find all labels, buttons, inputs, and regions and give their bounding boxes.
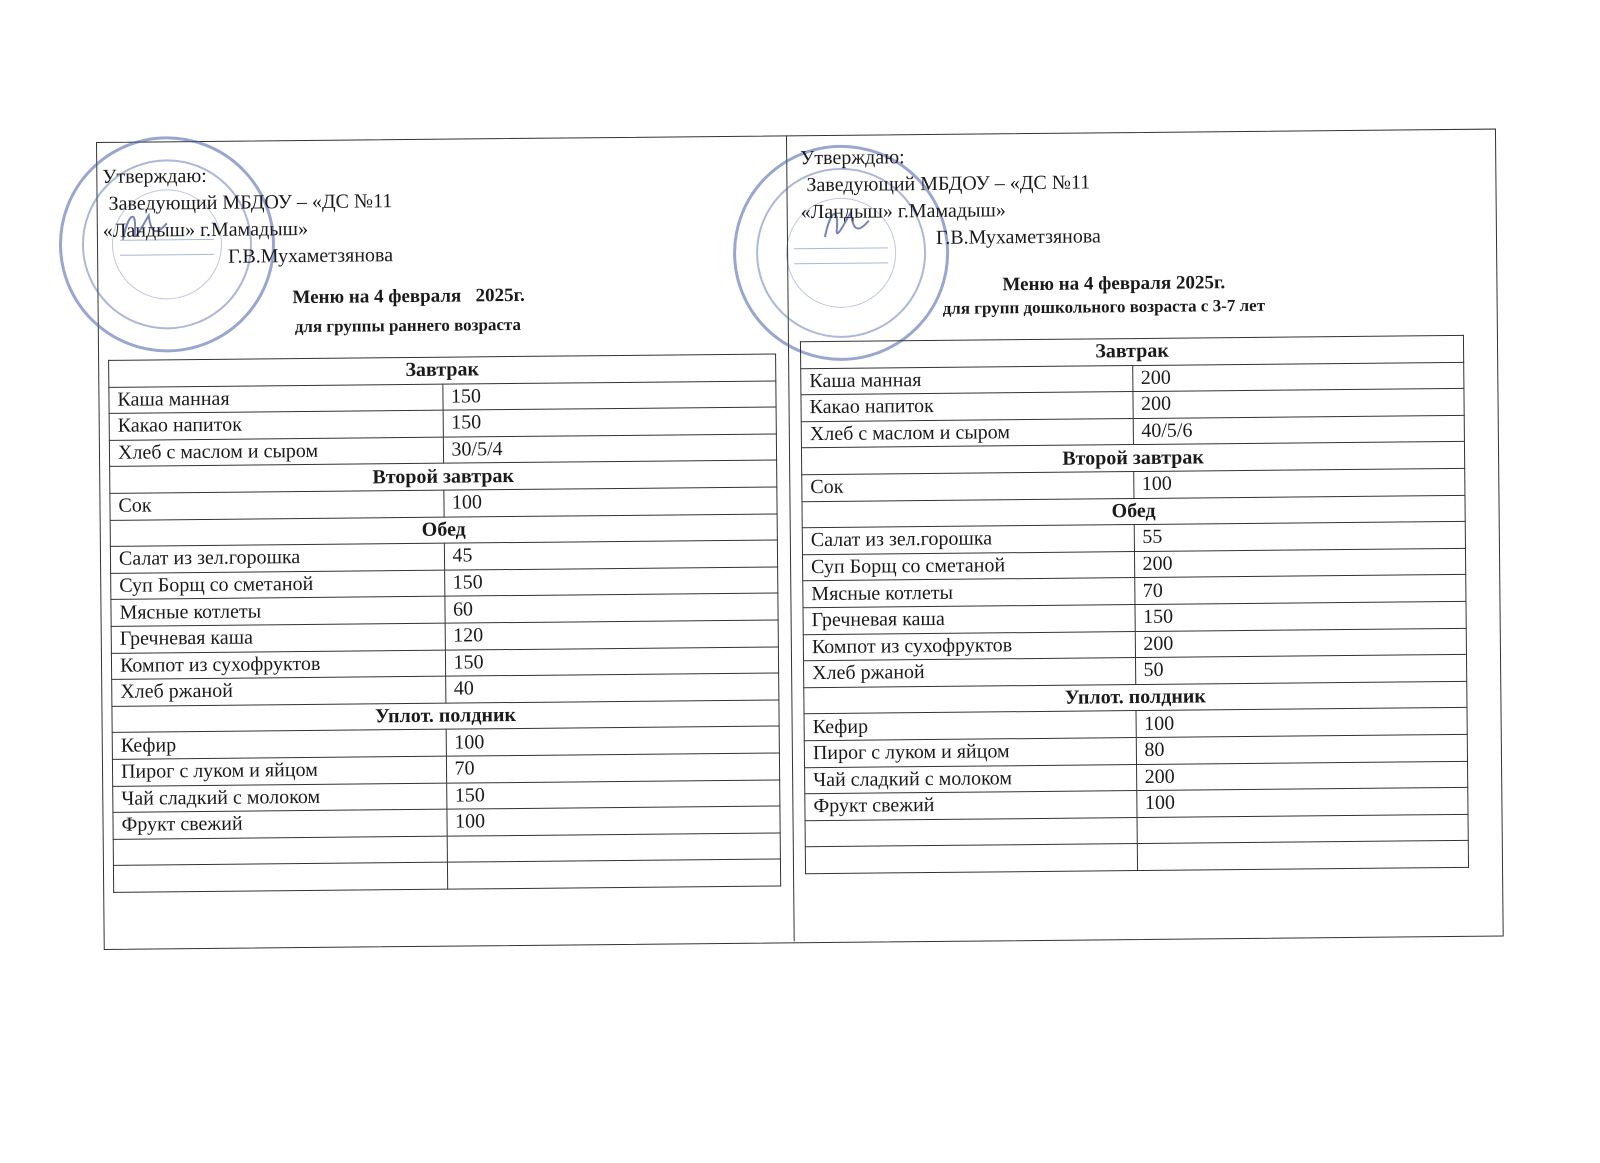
panel-preschool [786, 129, 1484, 942]
dish-name: Кефир [804, 711, 1136, 741]
dish-amount: 200 [1136, 761, 1468, 791]
dish-name: Сок [802, 472, 1134, 502]
section-heading: Уплот. полдник [112, 700, 779, 733]
menu-subtitle: для группы раннего возраста [294, 314, 522, 337]
menu-table [108, 353, 781, 892]
dish-name: Компот из сухофруктов [803, 631, 1135, 661]
dish-amount: 150 [443, 407, 777, 437]
dish-row [113, 859, 780, 892]
dish-name: Хлеб ржаной [804, 658, 1136, 688]
section-heading: Уплот. полдник [804, 681, 1467, 714]
menu-title: Меню на 4 февраля 2025г. [292, 284, 525, 309]
section-heading: Завтрак [109, 354, 776, 387]
dish-amount: 200 [1132, 389, 1464, 419]
approve-organization: «Ландыш» г.Мамадыш» [800, 199, 1006, 224]
section-heading: Второй завтрак [801, 442, 1464, 475]
approve-position: Заведующий МБДОУ – «ДС №11 [806, 171, 1091, 197]
dish-name: Салат из зел.горошка [110, 543, 444, 573]
dish-row [805, 841, 1468, 874]
dish-amount [1137, 814, 1469, 844]
dish-name: Какао напиток [801, 392, 1133, 422]
menu-title: Меню на 4 февраля 2025г. [1002, 272, 1226, 296]
dish-amount: 150 [444, 567, 778, 597]
dish-name [805, 817, 1137, 847]
dish-name: Кефир [112, 729, 446, 759]
dish-amount: 55 [1134, 522, 1466, 552]
dish-name: Суп Борщ со сметаной [111, 570, 445, 600]
dish-name: Сок [110, 490, 444, 520]
dish-amount [1137, 841, 1469, 871]
approval-block [102, 161, 393, 272]
dish-amount: 45 [444, 540, 778, 570]
dish-amount: 80 [1136, 734, 1468, 764]
menu-table [800, 335, 1469, 874]
approval-block [800, 142, 1101, 253]
section-heading: Второй завтрак [110, 460, 777, 493]
dish-name [113, 862, 447, 892]
dish-name: Компот из сухофруктов [111, 650, 445, 680]
dish-amount: 100 [1136, 787, 1468, 817]
dish-amount: 70 [1134, 575, 1466, 605]
dish-amount: 150 [446, 779, 780, 809]
section-heading: Завтрак [800, 335, 1463, 368]
dish-name: Пирог с луком и яйцом [112, 756, 446, 786]
menu-sheet [96, 129, 1504, 950]
dish-name: Пирог с луком и яйцом [804, 737, 1136, 767]
dish-amount: 100 [446, 726, 780, 756]
dish-name: Мясные котлеты [803, 578, 1135, 608]
dish-amount: 150 [1134, 601, 1466, 631]
dish-amount: 40/5/6 [1133, 415, 1465, 445]
dish-amount: 100 [1133, 468, 1465, 498]
dish-amount [447, 859, 781, 889]
dish-amount: 150 [442, 381, 776, 411]
approve-signer: Г.В.Мухаметзянова [935, 225, 1101, 249]
dish-name: Чай сладкий с молоком [805, 764, 1137, 794]
dish-amount: 100 [1136, 708, 1468, 738]
approve-signer: Г.В.Мухаметзянова [228, 244, 394, 268]
section-heading: Обед [110, 514, 777, 547]
dish-name: Гречневая каша [111, 623, 445, 653]
dish-name: Фрукт свежий [113, 809, 447, 839]
dish-name: Хлеб с маслом и сыром [801, 418, 1133, 448]
dish-amount [447, 833, 781, 863]
approve-position: Заведующий МБДОУ – «ДС №11 [108, 190, 393, 215]
dish-amount: 50 [1135, 654, 1467, 684]
approve-heading: Утверждаю: [102, 164, 207, 188]
dish-name [113, 836, 447, 866]
dish-amount: 60 [444, 593, 778, 623]
dish-amount: 200 [1135, 628, 1467, 658]
dish-name: Фрукт свежий [805, 791, 1137, 821]
dish-name: Суп Борщ со сметаной [802, 551, 1134, 581]
dish-amount: 100 [446, 806, 780, 836]
dish-name: Салат из зел.горошка [802, 525, 1134, 555]
dish-amount: 150 [445, 647, 779, 677]
dish-name: Какао напиток [109, 410, 443, 440]
approve-organization: «Ландыш» г.Мамадыш» [102, 217, 309, 242]
dish-amount: 200 [1134, 548, 1466, 578]
dish-amount: 40 [445, 673, 779, 703]
dish-amount: 200 [1132, 362, 1464, 392]
panel-early-age [96, 135, 794, 948]
dish-name: Мясные котлеты [111, 597, 445, 627]
dish-name: Чай сладкий с молоком [113, 783, 447, 813]
dish-amount: 70 [446, 753, 780, 783]
dish-name: Хлеб ржаной [112, 676, 446, 706]
dish-name: Гречневая каша [803, 604, 1135, 634]
approve-heading: Утверждаю: [800, 146, 905, 170]
dish-amount: 100 [443, 487, 777, 517]
dish-amount: 120 [445, 620, 779, 650]
dish-amount: 30/5/4 [443, 434, 777, 464]
section-heading: Обед [802, 495, 1465, 528]
dish-name: Каша манная [801, 365, 1133, 395]
dish-name: Каша манная [109, 384, 443, 414]
dish-name [805, 844, 1137, 874]
menu-subtitle: для групп дошкольного возраста с 3-7 лет [942, 295, 1266, 318]
dish-name: Хлеб с маслом и сыром [109, 437, 443, 467]
